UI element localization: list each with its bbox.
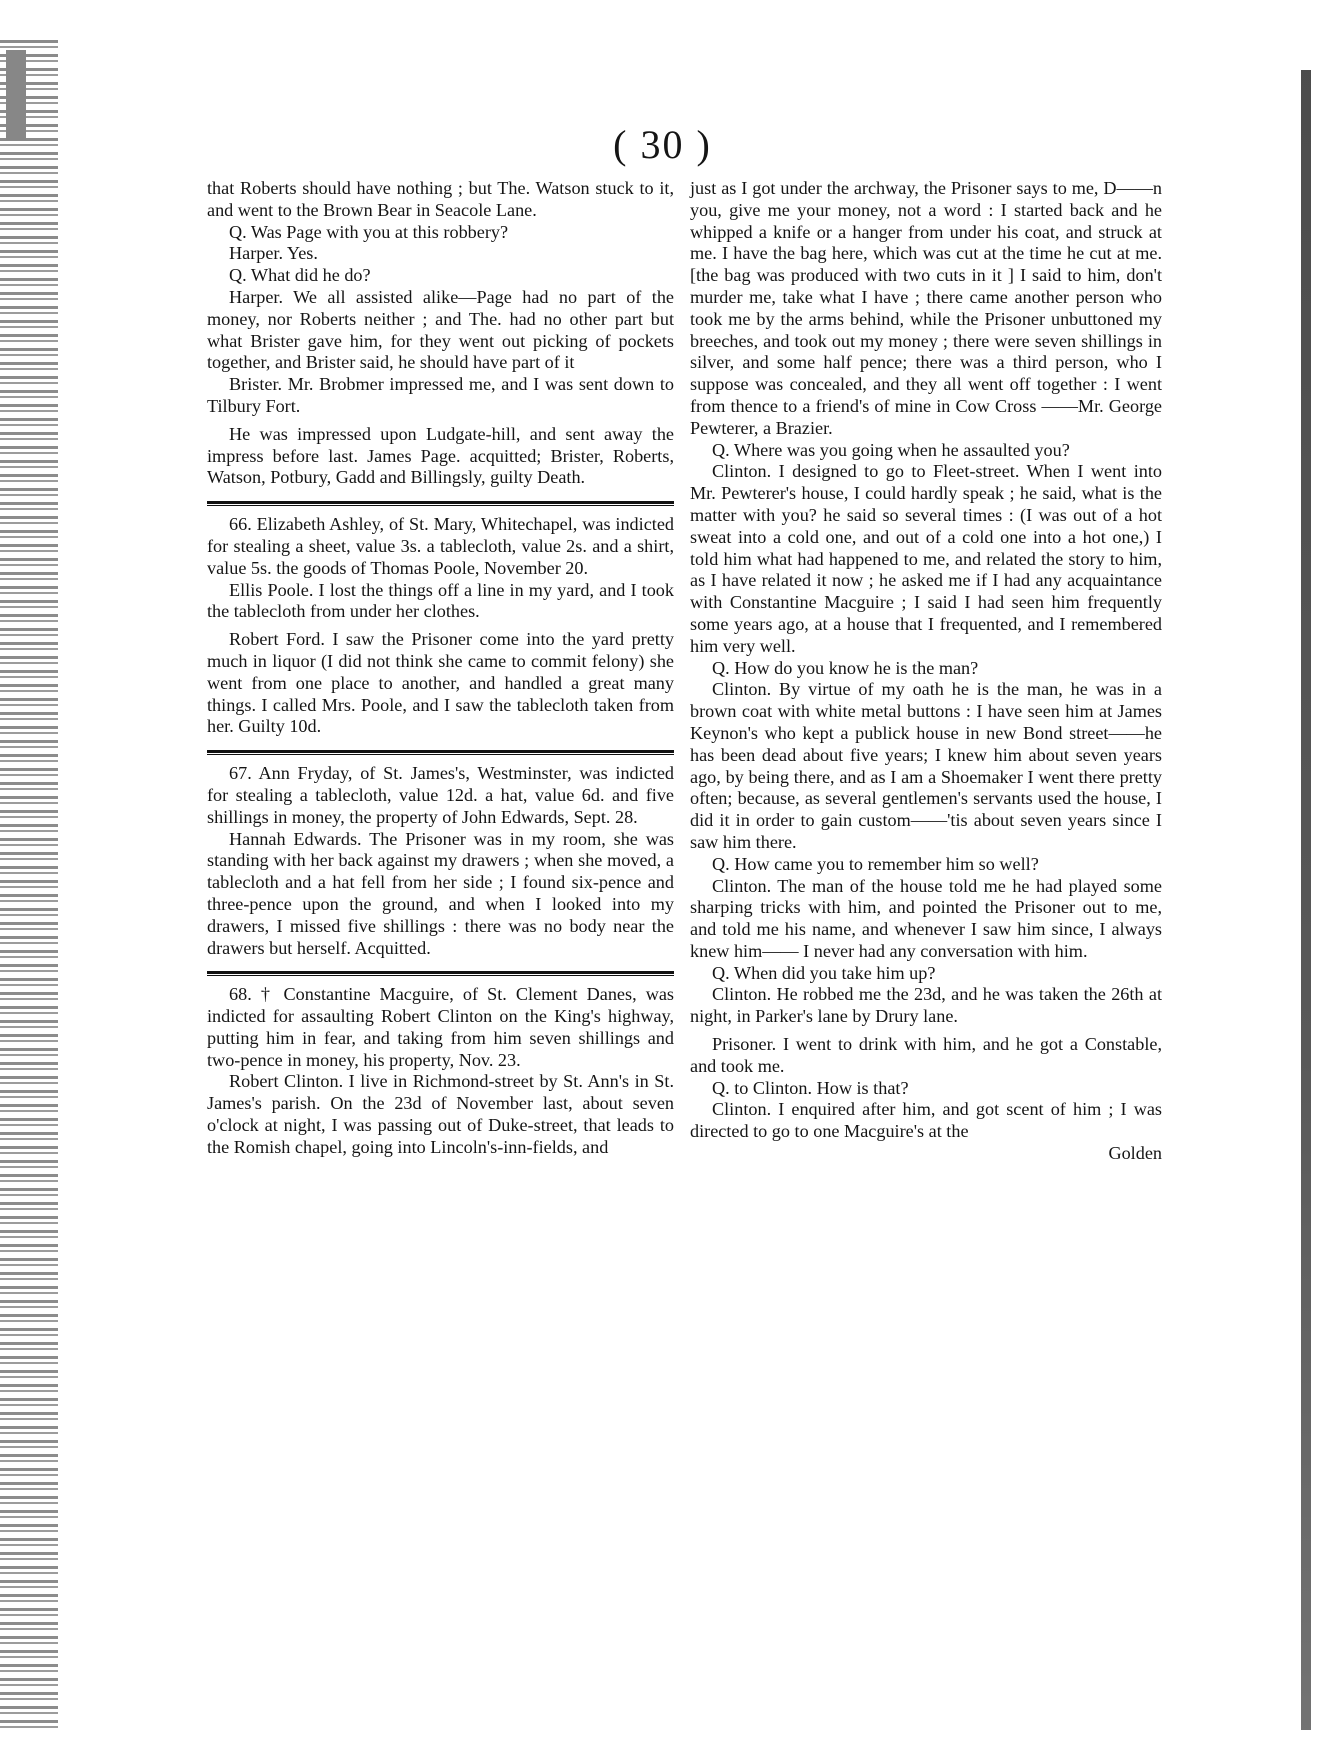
paragraph: Hannah Edwards. The Prisoner was in my room, she was standing with her back against my drawers ; when she moved, a tablecloth and a hat fell from her side ; I found six-pence and three-pence upon the ground, and when I looked into my drawers, I missed five shillings : there was no body near the drawers but herself. Acquitted. [207, 828, 674, 958]
paragraph: Robert Ford. I saw the Prisoner come into the yard pretty much in liquor (I did not think she came to commit felony) she went from one place to another, and handled a great many things. I called Mrs. Poole, and I saw the tablecloth taken from her. Guilty 10d. [207, 629, 674, 737]
paragraph: Q. What did he do? [229, 265, 371, 286]
section-separator [207, 750, 674, 755]
paragraph: 68. † Constantine Macguire, of St. Clement Danes, was indicted for assaulting Robert Clinton on the King's highway, putting him in fear, and taking from him seven shillings and two-pence in money, his property, Nov. 23. [207, 984, 674, 1070]
paragraph: Robert Clinton. I live in Richmond-street by St. Ann's in St. James's parish. On the 23d of November last, about seven o'clock at night, I was passing out of Duke-street, that leads to the Romish chapel, going into Lincoln's-inn-fields, and [207, 1071, 674, 1157]
paragraph: Clinton. The man of the house told me he had played some sharping tricks with him, and pointed the Prisoner out to me, and told me his name, and whenever I saw him since, I always knew him—— I never had any conversation with him. [690, 875, 1162, 961]
scan-edge-left [0, 40, 58, 1730]
paragraph: just as I got under the archway, the Prisoner says to me, D——n you, give me your money, not a word : I started back and he whipped a knife or a hanger from under his coat, and struck at me. I have the bag here, which was cut at the time he cut at me. [the bag was produced with two cuts in it ] I said to him, don't murder me, take what I have ; there came another person who took me by the arms behind, while the Prisoner unbuttoned my breeches, and took out my money ; there were seven shillings in silver, and some half pence; there was a third person, who I suppose was concealed, and they all went off together : I went from thence to a friend's of mine in Cow Cross ——Mr. George Pewterer, a Brazier. [690, 178, 1162, 438]
left-column [207, 178, 674, 1159]
paragraph: Q. How came you to remember him so well? [712, 853, 1039, 874]
paragraph: Q. Was Page with you at this robbery? [229, 221, 509, 242]
paragraph: Ellis Poole. I lost the things off a line in my yard, and I took the tablecloth from under her clothes. [207, 579, 674, 622]
paragraph: that Roberts should have nothing ; but The. Watson stuck to it, and went to the Brown Bear in Seacole Lane. [207, 178, 674, 220]
paragraph: Q. to Clinton. How is that? [712, 1077, 909, 1098]
paragraph: Clinton. I enquired after him, and got scent of him ; I was directed to go to one Macguire's at the [690, 1099, 1162, 1142]
paragraph: Clinton. I designed to go to Fleet-street. When I went into Mr. Pewterer's house, I could hardly speak ; he said, what is the matter with you? he said so several times : (I was out of a hot sweat into a cold one, and out of a cold one into a hot one,) I told him what had happened to me, and related the story to him, as I have related it now ; he asked me if I had any acquaintance with Constantine Macguire ; I said I had seen him frequently some years ago, at a house that I frequented, and I remembered him very well. [690, 461, 1162, 656]
paragraph: Q. How do you know he is the man? [712, 657, 979, 678]
paragraph: He was impressed upon Ludgate-hill, and sent away the impress before last. James Page. acquitted; Brister, Roberts, Watson, Potbury, Gadd and Billingsly, guilty Death. [207, 423, 674, 488]
page-number: ( 30 ) [613, 122, 712, 167]
paragraph: 67. Ann Fryday, of St. James's, Westminster, was indicted for stealing a tablecloth, value 12d. a hat, value 6d. and five shillings in money, the property of John Edwards, Sept. 28. [207, 763, 674, 827]
section-separator [207, 501, 674, 506]
section-separator [207, 971, 674, 976]
paragraph: 66. Elizabeth Ashley, of St. Mary, Whitechapel, was indicted for stealing a sheet, value 3s. a tablecloth, value 2s. and a shirt, value 5s. the goods of Thomas Poole, November 20. [207, 514, 674, 578]
paragraph: Clinton. He robbed me the 23d, and he was taken the 26th at night, in Parker's lane by Drury lane. [690, 984, 1162, 1027]
paragraph: Harper. Yes. [229, 243, 318, 264]
paragraph: Brister. Mr. Brobmer impressed me, and I was sent down to Tilbury Fort. [207, 374, 674, 416]
paragraph: Q. When did you take him up? [712, 962, 936, 983]
scan-edge-right [1301, 70, 1311, 1730]
paragraph: Clinton. By virtue of my oath he is the man, he was in a brown coat with white metal buttons : I have seen him at James Keynon's who kept a publick house in new Bond street——he has been dead about five years; I knew him about seven years ago, by being there, and as I am a Shoemaker I went there pretty often; because, as several gentlemen's servants used the house, I did it in order to gain custom——'tis about seven years since I saw him there. [690, 679, 1162, 852]
catchword: Golden [1108, 1143, 1162, 1164]
paragraph: Harper. We all assisted alike—Page had no part of the money, nor Roberts neither ; and The. had no other part but what Brister gave him, for they went out picking of pockets together, and Brister said, he should have part of it [207, 286, 674, 373]
paragraph: Q. Where was you going when he assaulted you? [712, 439, 1070, 460]
right-column [690, 178, 1162, 1165]
paragraph: Prisoner. I went to drink with him, and he got a Constable, and took me. [690, 1034, 1162, 1076]
